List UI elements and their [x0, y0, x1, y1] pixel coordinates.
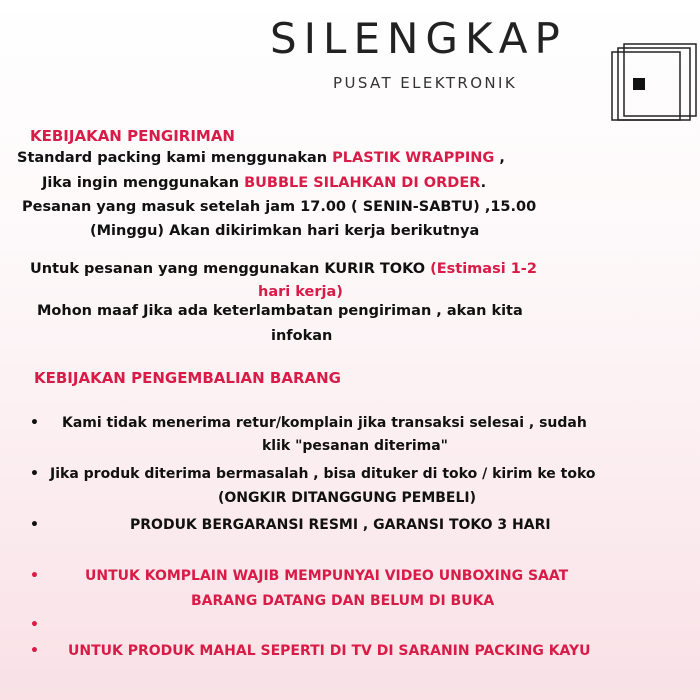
- bullet-4: •: [30, 568, 39, 584]
- return-item-2-line-1: Jika produk diterima bermasalah , bisa dituker di toko / kirim ke toko: [50, 466, 596, 482]
- return-item-1-line-1: Kami tidak menerima retur/komplain jika transaksi selesai , sudah: [62, 415, 587, 431]
- shipping-line-1: Standard packing kami menggunakan PLASTIK WRAPPING ,: [17, 150, 505, 166]
- returns-heading: KEBIJAKAN PENGEMBALIAN BARANG: [34, 369, 341, 387]
- shipping-heading: KEBIJAKAN PENGIRIMAN: [30, 127, 235, 145]
- brand-tagline: PUSAT ELEKTRONIK: [333, 74, 518, 92]
- return-item-4-line-1: UNTUK KOMPLAIN WAJIB MEMPUNYAI VIDEO UNBOXING SAAT: [85, 568, 569, 584]
- bullet-5: •: [30, 617, 39, 633]
- bullet-1: •: [30, 415, 39, 431]
- bullet-2: •: [30, 466, 39, 482]
- shipping-line-5: Untuk pesanan yang menggunakan KURIR TOKO (Estimasi 1-2: [30, 261, 537, 277]
- return-item-6: UNTUK PRODUK MAHAL SEPERTI DI TV DI SARANIN PACKING KAYU: [68, 643, 591, 659]
- shipping-line-3: Pesanan yang masuk setelah jam 17.00 ( SENIN-SABTU) ,15.00: [22, 199, 537, 215]
- nested-squares-icon: [608, 42, 700, 122]
- shipping-line-2: Jika ingin menggunakan BUBBLE SILAHKAN DI ORDER.: [42, 175, 487, 191]
- shipping-line-4: (Minggu) Akan dikirimkan hari kerja berikutnya: [90, 223, 480, 239]
- bullet-3: •: [30, 517, 39, 533]
- return-item-1-line-2: klik "pesanan diterima": [262, 438, 448, 454]
- shipping-line-6: hari kerja): [258, 284, 343, 300]
- return-item-4-line-2: BARANG DATANG DAN BELUM DI BUKA: [191, 593, 495, 609]
- return-item-3: PRODUK BERGARANSI RESMI , GARANSI TOKO 3 HARI: [130, 517, 551, 533]
- return-item-2-line-2: (ONGKIR DITANGGUNG PEMBELI): [218, 490, 477, 506]
- brand-name: SILENGKAP: [270, 14, 567, 63]
- shipping-line-7: Mohon maaf Jika ada keterlambatan pengiriman , akan kita: [37, 303, 523, 319]
- shipping-line-8: infokan: [271, 328, 333, 344]
- bullet-6: •: [30, 643, 39, 659]
